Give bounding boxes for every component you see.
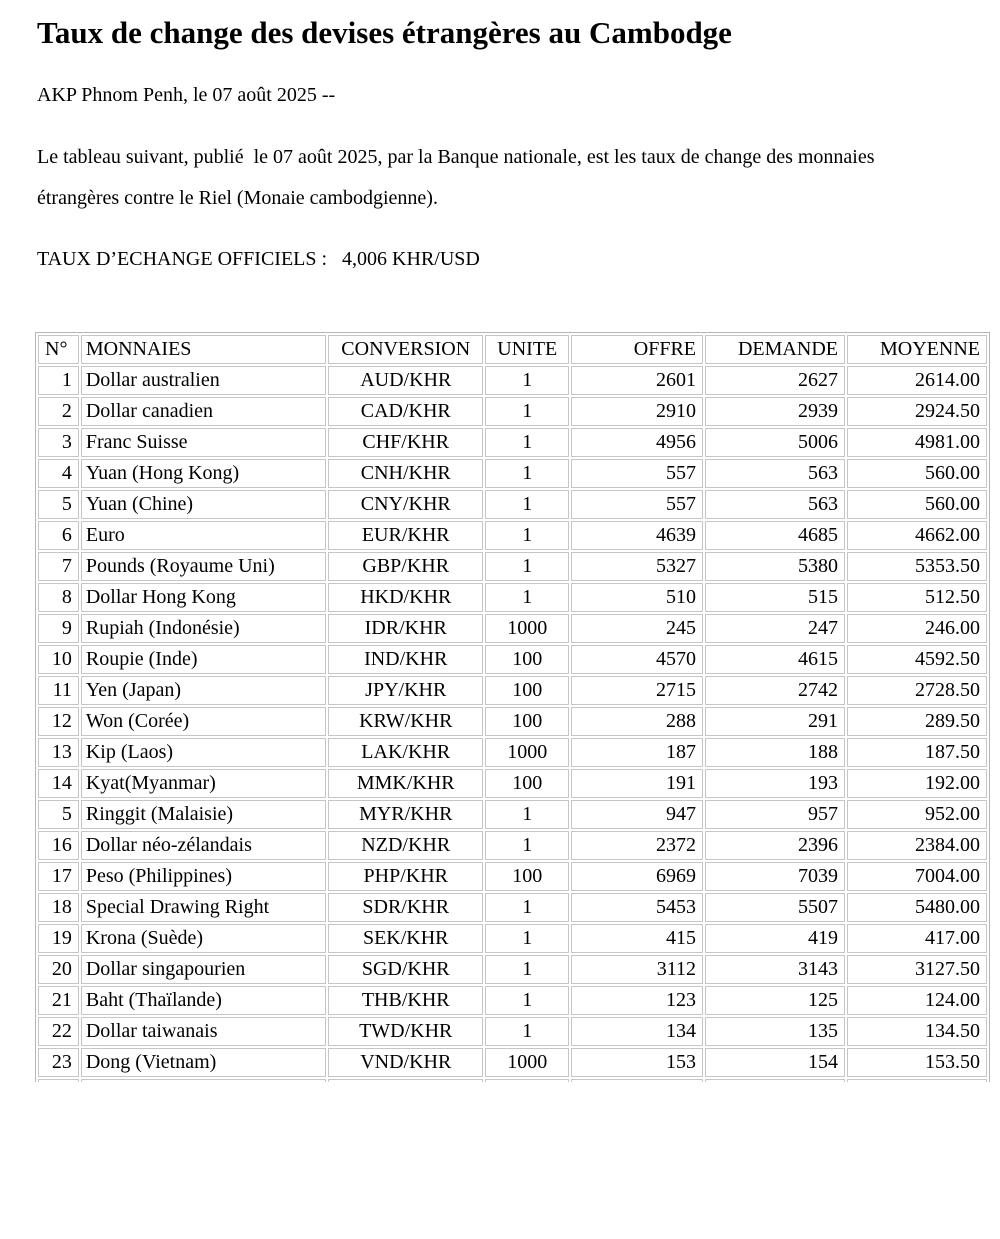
table-header-row [38, 335, 987, 364]
cell-num: 10 [38, 645, 79, 674]
cell-conv: CNH/KHR [328, 459, 483, 488]
cell-offer: 4639 [571, 521, 703, 550]
cell-mean: 2614.00 [847, 366, 987, 395]
cell-num: 20 [38, 955, 79, 984]
cell-demand: 154 [705, 1048, 845, 1077]
cell-demand: 2396 [705, 831, 845, 860]
table-row [38, 552, 987, 581]
cell-unit: 1 [485, 986, 569, 1015]
cell-demand: 563 [705, 490, 845, 519]
cell-unit: 1000 [485, 1048, 569, 1077]
cell-conv: SEK/KHR [328, 924, 483, 953]
cell-unit: 1 [485, 1017, 569, 1046]
cell-demand: 5507 [705, 893, 845, 922]
cell-conv: VND/KHR [328, 1048, 483, 1077]
column-header-demand: DEMANDE [705, 335, 845, 364]
cell-name: Peso (Philippines) [81, 862, 326, 891]
cell-name: Yuan (Chine) [81, 490, 326, 519]
cell-demand: 188 [705, 738, 845, 767]
cell-conv: LAK/KHR [328, 738, 483, 767]
cell-num: 12 [38, 707, 79, 736]
cell-demand: 247 [705, 614, 845, 643]
cell-num: 5 [38, 800, 79, 829]
cell-offer: 245 [571, 614, 703, 643]
cell-name: Won (Corée) [81, 707, 326, 736]
cell-unit: 100 [485, 707, 569, 736]
cell-conv: IND/KHR [328, 645, 483, 674]
cell-mean: 153.50 [847, 1048, 987, 1077]
cell-mean: 560.00 [847, 459, 987, 488]
column-header-offer: OFFRE [571, 335, 703, 364]
cell-mean: 4981.00 [847, 428, 987, 457]
cell-demand: 957 [705, 800, 845, 829]
cell-mean: 187.50 [847, 738, 987, 767]
exchange-rate-table-container [35, 332, 992, 1082]
cell-name: Rupiah (Indonésie) [81, 614, 326, 643]
cell-num: 8 [38, 583, 79, 612]
cell-demand: 2742 [705, 676, 845, 705]
cell-demand: 4685 [705, 521, 845, 550]
cell-unit: 1 [485, 428, 569, 457]
cell-unit: 100 [485, 862, 569, 891]
cell-mean: 2384.00 [847, 831, 987, 860]
cell-offer: 2910 [571, 397, 703, 426]
cell-unit: 1000 [485, 738, 569, 767]
cell-mean: 134.50 [847, 1017, 987, 1046]
cell-offer: 123 [571, 986, 703, 1015]
cell-unit: 1 [485, 924, 569, 953]
dateline: AKP Phnom Penh, le 07 août 2025 -- [37, 84, 336, 107]
cell-demand: 419 [705, 924, 845, 953]
cell-conv: SGD/KHR [328, 955, 483, 984]
cell-unit: 1 [485, 366, 569, 395]
table-row [38, 459, 987, 488]
table-row [38, 707, 987, 736]
cell-mean: 246.00 [847, 614, 987, 643]
cell-name: Kyat(Myanmar) [81, 769, 326, 798]
cell-name: Dollar Hong Kong [81, 583, 326, 612]
table-row [38, 1048, 987, 1077]
cell-conv: TWD/KHR [328, 1017, 483, 1046]
cell-unit: 1 [485, 583, 569, 612]
cell-offer: 4570 [571, 645, 703, 674]
cell-offer: 187 [571, 738, 703, 767]
cell-name: Special Drawing Right [81, 893, 326, 922]
column-header-name: MONNAIES [81, 335, 326, 364]
cell-offer: 947 [571, 800, 703, 829]
cell-conv: MMK/KHR [328, 769, 483, 798]
cell-mean: 560.00 [847, 490, 987, 519]
cell-demand: 135 [705, 1017, 845, 1046]
cell-demand: 2627 [705, 366, 845, 395]
cell-conv: HKD/KHR [328, 583, 483, 612]
cell-offer: 2715 [571, 676, 703, 705]
cell-conv: JPY/KHR [328, 676, 483, 705]
column-header-conv: CONVERSION [328, 335, 483, 364]
cell-mean: 952.00 [847, 800, 987, 829]
cell-mean: 2924.50 [847, 397, 987, 426]
cell-demand: 3143 [705, 955, 845, 984]
cell-conv: EUR/KHR [328, 521, 483, 550]
cell-unit: 1 [485, 831, 569, 860]
table-row [38, 583, 987, 612]
cell-num: 16 [38, 831, 79, 860]
cell-unit: 1 [485, 800, 569, 829]
cell-offer: 2601 [571, 366, 703, 395]
table-row [38, 800, 987, 829]
cell-mean: 7004.00 [847, 862, 987, 891]
cell-name: Kip (Laos) [81, 738, 326, 767]
article-page [0, 14, 1000, 1082]
cell-demand: 5006 [705, 428, 845, 457]
cell-demand: 4615 [705, 645, 845, 674]
empty-cell [81, 1079, 326, 1082]
cell-unit: 1 [485, 955, 569, 984]
cell-conv: THB/KHR [328, 986, 483, 1015]
table-row [38, 521, 987, 550]
empty-cell [847, 1079, 987, 1082]
cell-unit: 100 [485, 676, 569, 705]
cell-name: Yen (Japan) [81, 676, 326, 705]
column-header-unit: UNITE [485, 335, 569, 364]
cell-offer: 557 [571, 490, 703, 519]
cell-mean: 5353.50 [847, 552, 987, 581]
cell-conv: CHF/KHR [328, 428, 483, 457]
cell-name: Roupie (Inde) [81, 645, 326, 674]
cell-offer: 2372 [571, 831, 703, 860]
table-row [38, 986, 987, 1015]
cell-offer: 5453 [571, 893, 703, 922]
cell-offer: 6969 [571, 862, 703, 891]
column-header-mean: MOYENNE [847, 335, 987, 364]
cell-demand: 193 [705, 769, 845, 798]
table-row [38, 366, 987, 395]
cell-demand: 291 [705, 707, 845, 736]
cell-name: Baht (Thaïlande) [81, 986, 326, 1015]
cell-mean: 2728.50 [847, 676, 987, 705]
empty-cell [328, 1079, 483, 1082]
cell-num: 9 [38, 614, 79, 643]
table-row [38, 924, 987, 953]
cell-demand: 563 [705, 459, 845, 488]
cell-num: 14 [38, 769, 79, 798]
table-row [38, 738, 987, 767]
cell-demand: 2939 [705, 397, 845, 426]
cell-offer: 191 [571, 769, 703, 798]
cell-conv: AUD/KHR [328, 366, 483, 395]
cell-conv: SDR/KHR [328, 893, 483, 922]
cell-unit: 1 [485, 459, 569, 488]
cell-conv: CNY/KHR [328, 490, 483, 519]
cell-offer: 415 [571, 924, 703, 953]
cell-conv: IDR/KHR [328, 614, 483, 643]
intro-paragraph: Le tableau suivant, publié le 07 août 2025, par la Banque nationale, est les taux de change des monnaies étrangères contre le Riel (Monaie cambodgienne). [37, 146, 880, 210]
cell-num: 19 [38, 924, 79, 953]
table-row [38, 397, 987, 426]
cell-offer: 153 [571, 1048, 703, 1077]
table-row [38, 862, 987, 891]
cell-mean: 289.50 [847, 707, 987, 736]
cell-unit: 1 [485, 490, 569, 519]
cell-offer: 288 [571, 707, 703, 736]
table-row [38, 893, 987, 922]
clipped-partial-row [38, 1079, 987, 1082]
empty-cell [571, 1079, 703, 1082]
cell-num: 7 [38, 552, 79, 581]
empty-cell [485, 1079, 569, 1082]
official-rate-line: TAUX D’ECHANGE OFFICIELS : 4,006 KHR/USD [37, 248, 480, 271]
exchange-rate-table [35, 332, 990, 1082]
table-row [38, 614, 987, 643]
cell-name: Dollar taiwanais [81, 1017, 326, 1046]
table-row [38, 428, 987, 457]
cell-conv: MYR/KHR [328, 800, 483, 829]
cell-name: Pounds (Royaume Uni) [81, 552, 326, 581]
cell-num: 5 [38, 490, 79, 519]
cell-name: Dollar singapourien [81, 955, 326, 984]
cell-mean: 192.00 [847, 769, 987, 798]
empty-cell [705, 1079, 845, 1082]
cell-conv: KRW/KHR [328, 707, 483, 736]
table-row [38, 490, 987, 519]
cell-mean: 4592.50 [847, 645, 987, 674]
table-row [38, 676, 987, 705]
cell-num: 23 [38, 1048, 79, 1077]
table-row [38, 769, 987, 798]
cell-name: Dollar canadien [81, 397, 326, 426]
cell-conv: NZD/KHR [328, 831, 483, 860]
cell-conv: GBP/KHR [328, 552, 483, 581]
cell-mean: 4662.00 [847, 521, 987, 550]
cell-offer: 510 [571, 583, 703, 612]
cell-conv: CAD/KHR [328, 397, 483, 426]
table-row [38, 645, 987, 674]
cell-name: Franc Suisse [81, 428, 326, 457]
empty-cell [38, 1079, 79, 1082]
table-row [38, 831, 987, 860]
cell-offer: 557 [571, 459, 703, 488]
cell-mean: 417.00 [847, 924, 987, 953]
cell-name: Dong (Vietnam) [81, 1048, 326, 1077]
cell-unit: 1 [485, 521, 569, 550]
cell-num: 4 [38, 459, 79, 488]
cell-name: Ringgit (Malaisie) [81, 800, 326, 829]
cell-unit: 1000 [485, 614, 569, 643]
cell-num: 21 [38, 986, 79, 1015]
cell-unit: 1 [485, 397, 569, 426]
cell-name: Yuan (Hong Kong) [81, 459, 326, 488]
cell-offer: 3112 [571, 955, 703, 984]
cell-offer: 5327 [571, 552, 703, 581]
cell-demand: 7039 [705, 862, 845, 891]
cell-mean: 3127.50 [847, 955, 987, 984]
cell-name: Dollar australien [81, 366, 326, 395]
table-row [38, 955, 987, 984]
cell-name: Dollar néo-zélandais [81, 831, 326, 860]
cell-num: 2 [38, 397, 79, 426]
cell-demand: 515 [705, 583, 845, 612]
cell-demand: 125 [705, 986, 845, 1015]
cell-num: 22 [38, 1017, 79, 1046]
cell-offer: 134 [571, 1017, 703, 1046]
cell-num: 13 [38, 738, 79, 767]
cell-offer: 4956 [571, 428, 703, 457]
cell-num: 18 [38, 893, 79, 922]
cell-num: 1 [38, 366, 79, 395]
cell-unit: 100 [485, 645, 569, 674]
cell-mean: 5480.00 [847, 893, 987, 922]
cell-unit: 1 [485, 552, 569, 581]
cell-demand: 5380 [705, 552, 845, 581]
cell-num: 17 [38, 862, 79, 891]
cell-num: 6 [38, 521, 79, 550]
cell-mean: 512.50 [847, 583, 987, 612]
cell-name: Krona (Suède) [81, 924, 326, 953]
cell-name: Euro [81, 521, 326, 550]
cell-unit: 100 [485, 769, 569, 798]
column-header-num: N° [38, 335, 79, 364]
page-title: Taux de change des devises étrangères au Cambodge [37, 15, 732, 50]
table-row [38, 1017, 987, 1046]
cell-num: 3 [38, 428, 79, 457]
cell-conv: PHP/KHR [328, 862, 483, 891]
cell-num: 11 [38, 676, 79, 705]
cell-unit: 1 [485, 893, 569, 922]
cell-mean: 124.00 [847, 986, 987, 1015]
